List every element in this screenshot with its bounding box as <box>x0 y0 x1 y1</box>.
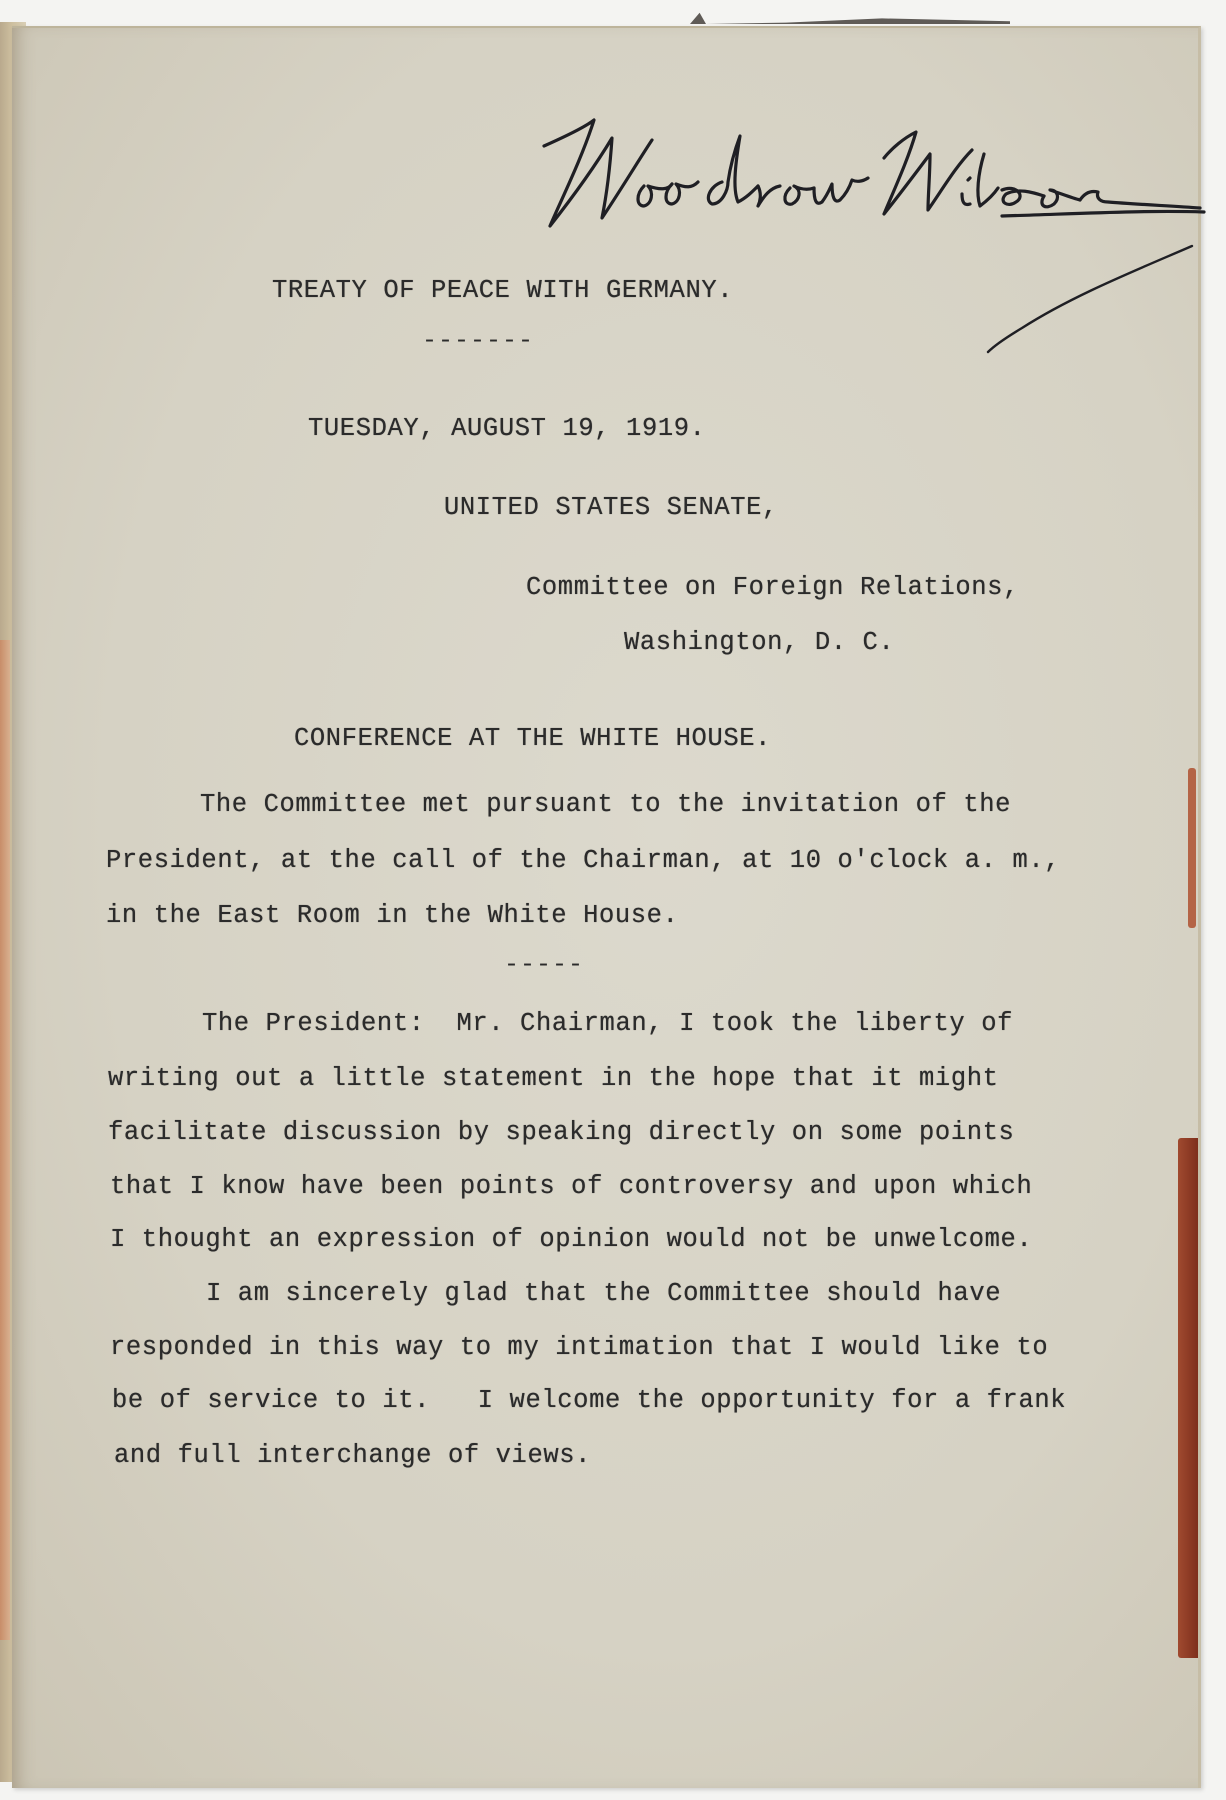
paragraph-line: The President: Mr. Chairman, I took the liberty of <box>202 1009 1014 1038</box>
document-page <box>12 26 1201 1788</box>
paragraph-line: I thought an expression of opinion would not be unwelcome. <box>110 1225 1033 1254</box>
paragraph-line: responded in this way to my intimation that I would like to <box>110 1333 1049 1362</box>
document-date: TUESDAY, AUGUST 19, 1919. <box>308 414 706 443</box>
body-name: UNITED STATES SENATE, <box>444 493 778 522</box>
torn-page-edge <box>690 10 1010 24</box>
separator-rule: ----- <box>504 950 585 979</box>
page-edge-marking <box>1188 768 1196 928</box>
paragraph-line: I am sincerely glad that the Committee should have <box>206 1279 1002 1308</box>
paragraph-line: writing out a little statement in the hope that it might <box>108 1064 999 1093</box>
page-edge-marking <box>1178 1138 1198 1658</box>
conference-heading: CONFERENCE AT THE WHITE HOUSE. <box>294 724 772 753</box>
paragraph-line: President, at the call of the Chairman, at 10 o'clock a. m., <box>106 846 1061 875</box>
paragraph-line: The Committee met pursuant to the invitation of the <box>200 790 1012 819</box>
committee-name: Committee on Foreign Relations, <box>526 573 1019 602</box>
separator-rule: ------- <box>422 326 535 355</box>
signature-image <box>532 98 1212 388</box>
document-title: TREATY OF PEACE WITH GERMANY. <box>272 276 734 305</box>
location: Washington, D. C. <box>624 628 895 657</box>
binding-stain <box>0 640 10 1640</box>
paragraph-line: in the East Room in the White House. <box>106 901 679 930</box>
paragraph-line: and full interchange of views. <box>114 1441 592 1470</box>
paragraph-line: be of service to it. I welcome the opportunity for a frank <box>112 1386 1067 1415</box>
paragraph-line: facilitate discussion by speaking directly on some points <box>108 1118 1015 1147</box>
paragraph-line: that I know have been points of controversy and upon which <box>110 1172 1033 1201</box>
